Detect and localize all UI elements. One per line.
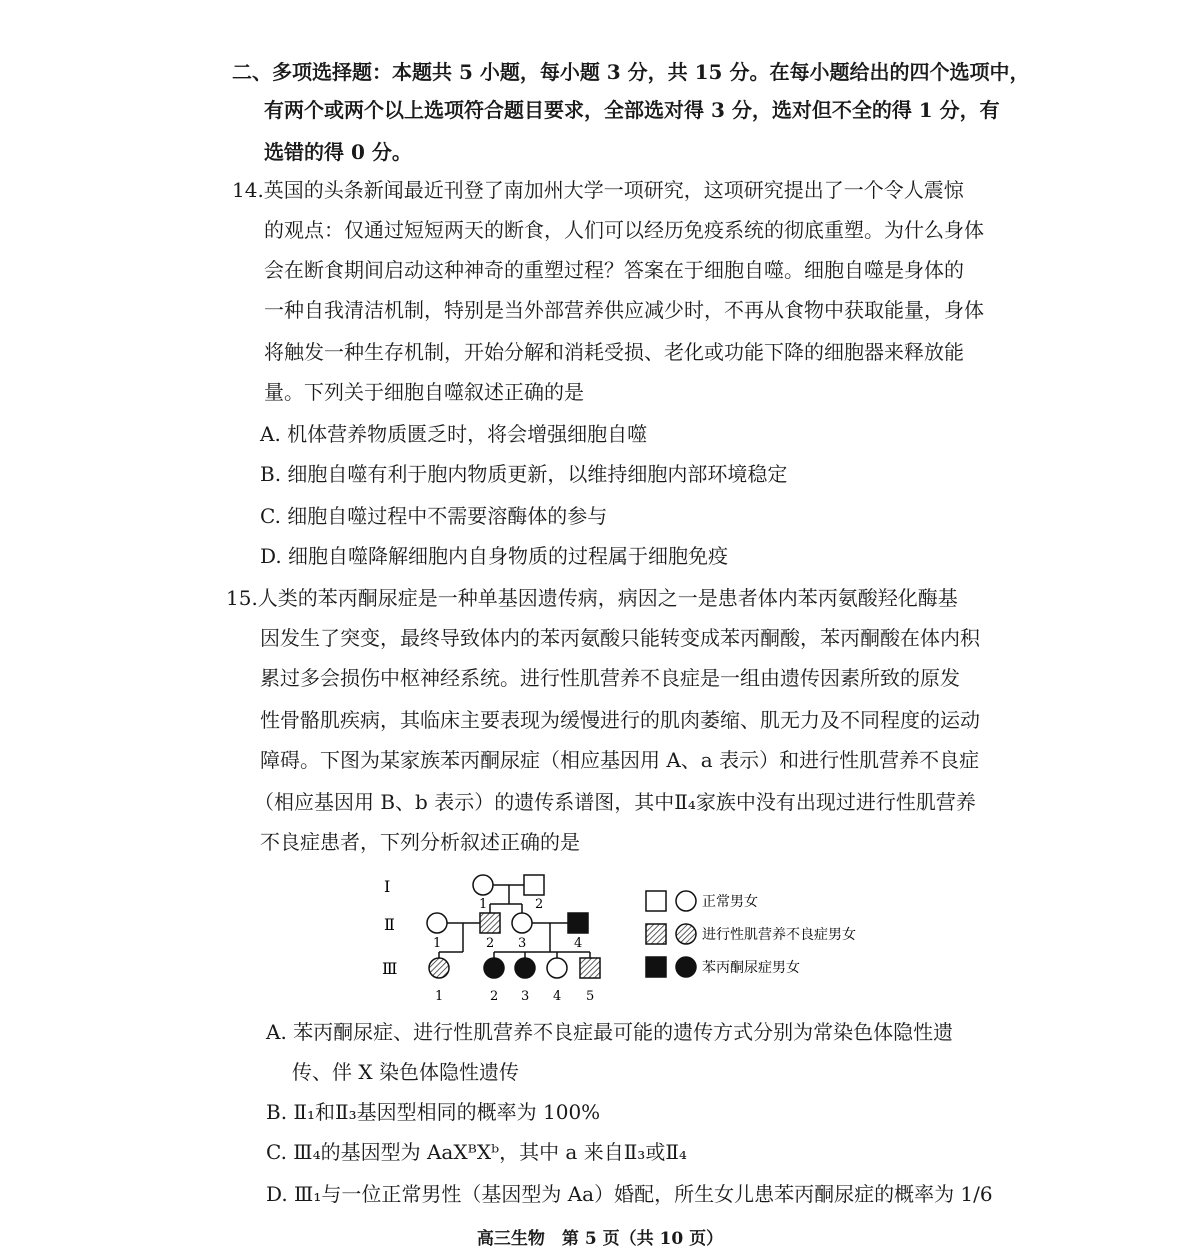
gen3-number-2: 2 [490, 989, 499, 1004]
gen2-female-3 [512, 913, 532, 933]
gen3-female-2-pku [484, 958, 504, 978]
gen3-number-1: 1 [435, 989, 444, 1004]
generation-label-3: Ⅲ [382, 959, 398, 978]
q14-line-4: 一种自我清洁机制，特别是当外部营养供应减少时，不再从食物中获取能量，身体 [264, 298, 984, 322]
gen2-number-1: 1 [433, 936, 442, 951]
legend-pku-male-symbol [646, 957, 666, 977]
generation-label-2: Ⅱ [384, 915, 395, 934]
q15-line-4: 性骨骼肌疾病，其临床主要表现为缓慢进行的肌肉萎缩、肌无力及不同程度的运动 [260, 708, 980, 732]
q15-line-2: 因发生了突变，最终导致体内的苯丙氨酸只能转变成苯丙酮酸，苯丙酮酸在体内积 [260, 626, 980, 650]
q14-line-2: 的观点：仅通过短短两天的断食，人们可以经历免疫系统的彻底重塑。为什么身体 [264, 218, 984, 242]
legend-pku-female-symbol [676, 957, 696, 977]
q14-line-6: 量。下列关于细胞自噬叙述正确的是 [264, 380, 584, 404]
gen1-number-2: 2 [535, 897, 544, 912]
section-header-line-3: 选错的得 0 分。 [264, 140, 412, 164]
q15-line-1: 15.人类的苯丙酮尿症是一种单基因遗传病，病因之一是患者体内苯丙氨酸羟化酶基 [226, 586, 958, 610]
q15-line-3: 累过多会损伤中枢神经系统。进行性肌营养不良症是一组由遗传因素所致的原发 [260, 666, 960, 690]
q15-option-c: C. Ⅲ₄的基因型为 AaXᴮXᵇ，其中 a 来自Ⅱ₃或Ⅱ₄ [266, 1140, 687, 1164]
gen2-number-4: 4 [574, 936, 583, 951]
q15-line-7: 不良症患者，下列分析叙述正确的是 [260, 830, 580, 854]
gen2-male-4-pku [568, 913, 588, 933]
pedigree-diagram [370, 868, 890, 1008]
q15-option-a: A. 苯丙酮尿症、进行性肌营养不良症最可能的遗传方式分别为常染色体隐性遗 [266, 1020, 954, 1044]
gen2-number-2: 2 [486, 936, 495, 951]
q14-option-b: B. 细胞自噬有利于胞内物质更新，以维持细胞内部环境稳定 [260, 462, 788, 486]
q14-line-1: 14.英国的头条新闻最近刊登了南加州大学一项研究，这项研究提出了一个令人震惊 [232, 178, 964, 202]
q14-option-a: A. 机体营养物质匮乏时，将会增强细胞自噬 [260, 422, 648, 446]
q14-option-c: C. 细胞自噬过程中不需要溶酶体的参与 [260, 504, 608, 528]
q14-option-d: D. 细胞自噬降解细胞内自身物质的过程属于细胞免疫 [260, 544, 729, 568]
gen2-female-1 [427, 913, 447, 933]
gen3-number-5: 5 [586, 989, 595, 1004]
gen2-number-3: 3 [518, 936, 527, 951]
legend-pku-label: 苯丙酮尿症男女 [702, 960, 800, 976]
gen3-female-4 [547, 958, 567, 978]
section-header-line-1: 二、多项选择题：本题共 5 小题，每小题 3 分，共 15 分。在每小题给出的四个选项中， [232, 60, 1030, 84]
legend-dystrophy-label: 进行性肌营养不良症男女 [702, 927, 856, 943]
page-footer: 高三生物 第 5 页（共 10 页） [476, 1229, 724, 1249]
legend-normal-label: 正常男女 [702, 894, 758, 910]
gen1-female-1 [473, 875, 493, 895]
q15-option-b: B. Ⅱ₁和Ⅱ₃基因型相同的概率为 100% [266, 1100, 601, 1124]
gen3-number-3: 3 [521, 989, 530, 1004]
gen1-male-2 [524, 875, 544, 895]
section-header-line-2: 有两个或两个以上选项符合题目要求，全部选对得 3 分，选对但不全的得 1 分，有 [264, 98, 1000, 122]
generation-label-1: Ⅰ [384, 877, 391, 896]
q15-line-6: （相应基因用 B、b 表示）的遗传系谱图，其中Ⅱ₄家族中没有出现过进行性肌营养 [254, 790, 976, 814]
gen3-number-4: 4 [553, 989, 562, 1004]
q15-option-d: D. Ⅲ₁与一位正常男性（基因型为 Aa）婚配，所生女儿患苯丙酮尿症的概率为 1/6 [266, 1182, 993, 1206]
gen1-number-1: 1 [479, 897, 488, 912]
q15-option-a-continued: 传、伴 X 染色体隐性遗传 [292, 1060, 519, 1084]
legend-dystrophy-female-symbol [676, 924, 696, 944]
gen3-female-1-dystrophy [429, 958, 449, 978]
gen3-male-5-dystrophy [580, 958, 600, 978]
gen3-female-3-pku [515, 958, 535, 978]
q14-line-5: 将触发一种生存机制，开始分解和消耗受损、老化或功能下降的细胞器来释放能 [264, 340, 964, 364]
gen2-male-2-dystrophy [480, 913, 500, 933]
legend-dystrophy-male-symbol [646, 924, 666, 944]
q15-line-5: 障碍。下图为某家族苯丙酮尿症（相应基因用 A、a 表示）和进行性肌营养不良症 [260, 748, 980, 772]
legend-normal-female-symbol [676, 891, 696, 911]
legend-normal-male-symbol [646, 891, 666, 911]
q14-line-3: 会在断食期间启动这种神奇的重塑过程？答案在于细胞自噬。细胞自噬是身体的 [264, 258, 964, 282]
